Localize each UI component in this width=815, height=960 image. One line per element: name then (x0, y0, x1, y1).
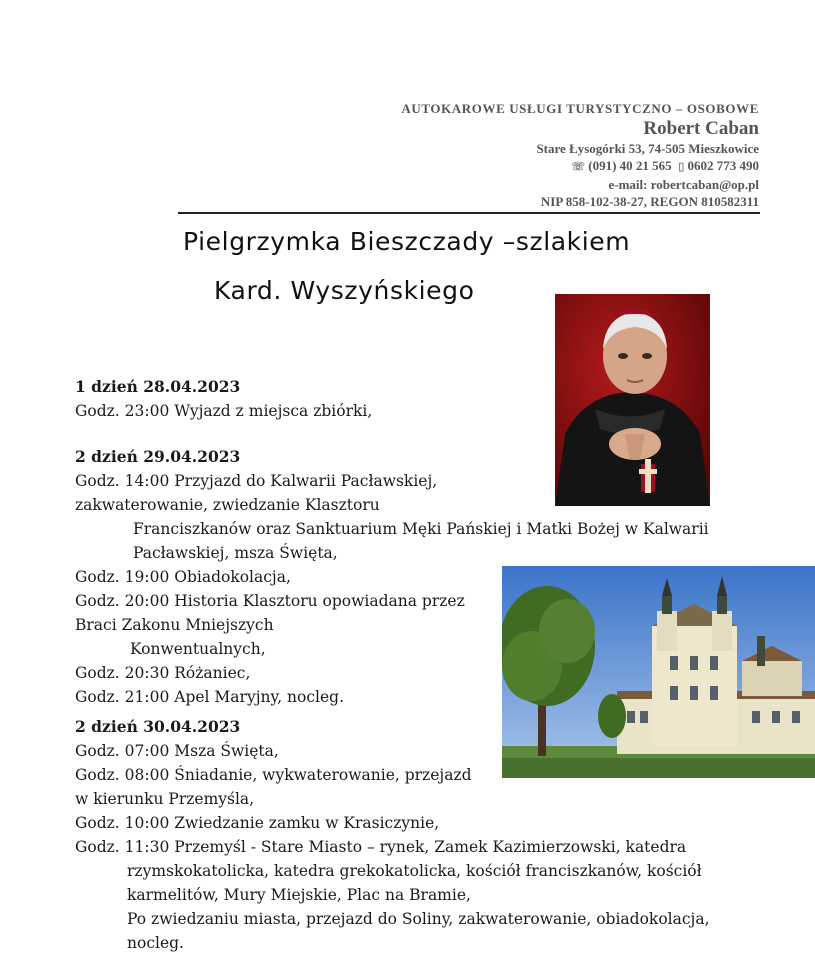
schedule-line: Godz. 11:30 Przemyśl - Stare Miasto – rynek, Zamek Kazimierzowski, katedra (75, 838, 687, 856)
schedule-line: Braci Zakonu Mniejszych (75, 616, 274, 634)
schedule-line: Godz. 20:30 Różaniec, (75, 664, 251, 682)
schedule-line: Franciszkanów oraz Sanktuarium Męki Pańskiej i Matki Bożej w Kalwarii (133, 520, 709, 538)
company-phones (401, 157, 759, 176)
day-2-block (75, 445, 709, 709)
company-owner: Robert Caban (643, 118, 759, 139)
company-email: e-mail: robertcaban@op.pl (608, 177, 759, 192)
mobile-number: 0602 773 490 (687, 158, 759, 173)
schedule-line: Godz. 20:00 Historia Klasztoru opowiadana przez (75, 592, 465, 610)
schedule-line: Godz. 21:00 Apel Maryjny, nocleg. (75, 688, 345, 706)
schedule-line: zakwaterowanie, zwiedzanie Klasztoru (75, 496, 380, 514)
day-heading: 2 dzień 30.04.2023 (75, 717, 241, 736)
day-1-block (75, 375, 372, 423)
schedule-line: Godz. 23:00 Wyjazd z miejsca zbiórki, (75, 402, 373, 420)
letterhead (401, 100, 759, 210)
schedule-line: rzymskokatolicka, katedra grekokatolicka, kościół franciszkanów, kościół (127, 862, 702, 880)
schedule-line: Pacławskiej, msza Święta, (133, 544, 338, 562)
telephone-icon: ☏ (571, 161, 586, 173)
schedule-line: nocleg. (127, 934, 184, 952)
day-3-block (75, 715, 710, 955)
day-heading: 2 dzień 29.04.2023 (75, 447, 241, 466)
schedule-line: Godz. 07:00 Msza Święta, (75, 742, 279, 760)
schedule-line: Po zwiedzaniu miasta, przejazd do Soliny, zakwaterowanie, obiadokolacja, (127, 910, 710, 928)
phone-number: (091) 40 21 565 (588, 158, 672, 173)
document-title-line-1: Pielgrzymka Bieszczady –szlakiem (183, 227, 631, 256)
mobile-phone-icon: ▯ (678, 161, 685, 173)
document-title-line-2: Kard. Wyszyńskiego (214, 276, 475, 305)
day-heading: 1 dzień 28.04.2023 (75, 377, 241, 396)
company-address: Stare Łysogórki 53, 74-505 Mieszkowice (536, 141, 759, 156)
schedule-line: w kierunku Przemyśla, (75, 790, 255, 808)
company-type: AUTOKAROWE USŁUGI TURYSTYCZNO – OSOBOWE (401, 101, 759, 116)
schedule-line: karmelitów, Mury Miejskie, Plac na Bramie, (127, 886, 471, 904)
schedule-line: Godz. 14:00 Przyjazd do Kalwarii Pacławskiej, (75, 472, 438, 490)
header-divider (178, 212, 760, 214)
company-tax-ids: NIP 858-102-38-27, REGON 810582311 (540, 194, 759, 209)
schedule-line: Konwentualnych, (130, 640, 266, 658)
schedule-line: Godz. 10:00 Zwiedzanie zamku w Krasiczynie, (75, 814, 440, 832)
schedule-line: Godz. 08:00 Śniadanie, wykwaterowanie, przejazd (75, 766, 472, 784)
schedule-line: Godz. 19:00 Obiadokolacja, (75, 568, 291, 586)
